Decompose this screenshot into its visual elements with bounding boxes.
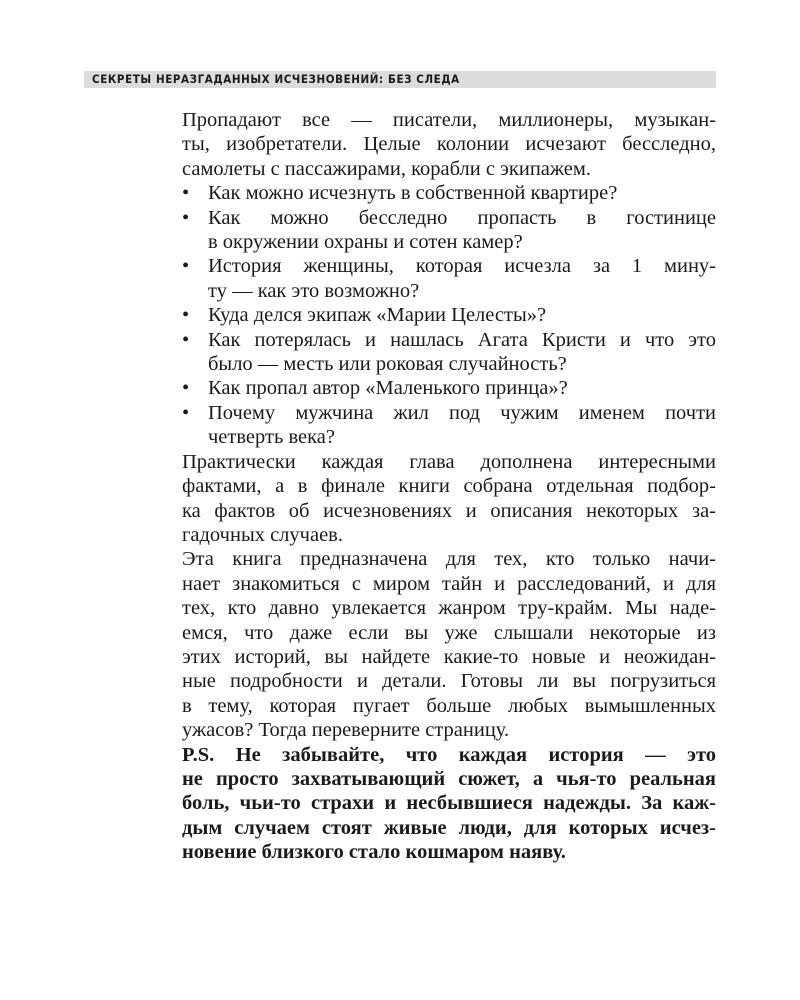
- audience-line: в тему, которая пугает больше любых вымышленных: [182, 694, 716, 717]
- bullet-dot-icon: •: [182, 206, 190, 229]
- running-header-title: СЕКРЕТЫ НЕРАЗГАДАННЫХ ИСЧЕЗНОВЕНИЙ: БЕЗ СЛЕДА: [92, 72, 460, 86]
- audience-line: нает знакомиться с миром тайн и расследований, и для: [182, 572, 716, 595]
- list-item: [182, 376, 716, 400]
- list-item-line: Как можно исчезнуть в собственной квартире?: [208, 182, 618, 205]
- ps-line: дым случаем стоят живые люди, для которых исчез-: [182, 816, 716, 839]
- list-item-line: Куда делся экипаж «Марии Целесты»?: [208, 304, 547, 327]
- intro-line: самолеты с пассажирами, корабли с экипажем.: [182, 157, 591, 180]
- list-item-line: Как можно бесследно пропасть в гостинице: [208, 206, 716, 229]
- bullet-dot-icon: •: [182, 255, 190, 278]
- bullet-dot-icon: •: [182, 328, 190, 351]
- page-body: [182, 108, 716, 865]
- list-item: [182, 206, 716, 255]
- list-item-line: История женщины, которая исчезла за 1 мину-: [208, 255, 716, 278]
- ps-line: новение близкого стало кошмаром наяву.: [182, 841, 566, 864]
- bullet-dot-icon: •: [182, 182, 190, 205]
- audience-line: тех, кто давно увлекается жанром тру-крайм. Мы наде-: [182, 597, 716, 620]
- audience-line: этих историй, вы найдете какие-то новые и неожидан-: [182, 645, 716, 668]
- questions-list: [182, 181, 716, 449]
- ps-line: не просто захватывающий сюжет, а чья-то реальная: [182, 767, 716, 790]
- list-item-line: четверть века?: [208, 426, 335, 449]
- list-item-line: Почему мужчина жил под чужим именем почти: [208, 401, 716, 424]
- list-item-line: было — месть или роковая случайность?: [208, 353, 567, 376]
- facts-line: гадочных случаев.: [182, 523, 343, 546]
- intro-paragraph: [182, 108, 716, 181]
- list-item: [182, 254, 716, 303]
- facts-line: фактами, а в финале книги собрана отдельная подбор-: [182, 475, 716, 498]
- bullet-dot-icon: •: [182, 401, 190, 424]
- list-item-line: в окружении охраны и сотен камер?: [208, 231, 523, 254]
- list-item: [182, 303, 716, 327]
- bullet-dot-icon: •: [182, 377, 190, 400]
- intro-line: Пропадают все — писатели, миллионеры, музыкан-: [182, 109, 716, 131]
- list-item: [182, 181, 716, 205]
- facts-line: ка фактов об исчезновениях и описания некоторых за-: [182, 499, 716, 522]
- facts-line: Практически каждая глава дополнена интересными: [182, 450, 716, 473]
- list-item-line: Как пропал автор «Маленького принца»?: [208, 377, 568, 400]
- audience-line: Эта книга предназначена для тех, кто только начи-: [182, 548, 716, 571]
- list-item: [182, 328, 716, 377]
- ps-line: P.S. Не забывайте, что каждая история — это: [182, 743, 716, 766]
- audience-line: емся, что даже если вы уже слышали некоторые из: [182, 621, 716, 644]
- audience-line: ужасов? Тогда переверните страницу.: [182, 719, 510, 742]
- ps-paragraph: [182, 743, 716, 865]
- ps-line: боль, чьи-то страхи и несбывшиеся надежды. За каж-: [182, 792, 716, 815]
- audience-line: ные подробности и детали. Готовы ли вы погрузиться: [182, 670, 716, 693]
- facts-paragraph: [182, 450, 716, 548]
- audience-paragraph: [182, 547, 716, 742]
- list-item-line: ту — как это возможно?: [208, 279, 420, 302]
- list-item: [182, 401, 716, 450]
- intro-line: ты, изобретатели. Целые колонии исчезают бесследно,: [182, 133, 716, 156]
- list-item-line: Как потерялась и нашлась Агата Кристи и что это: [208, 328, 716, 351]
- bullet-dot-icon: •: [182, 304, 190, 327]
